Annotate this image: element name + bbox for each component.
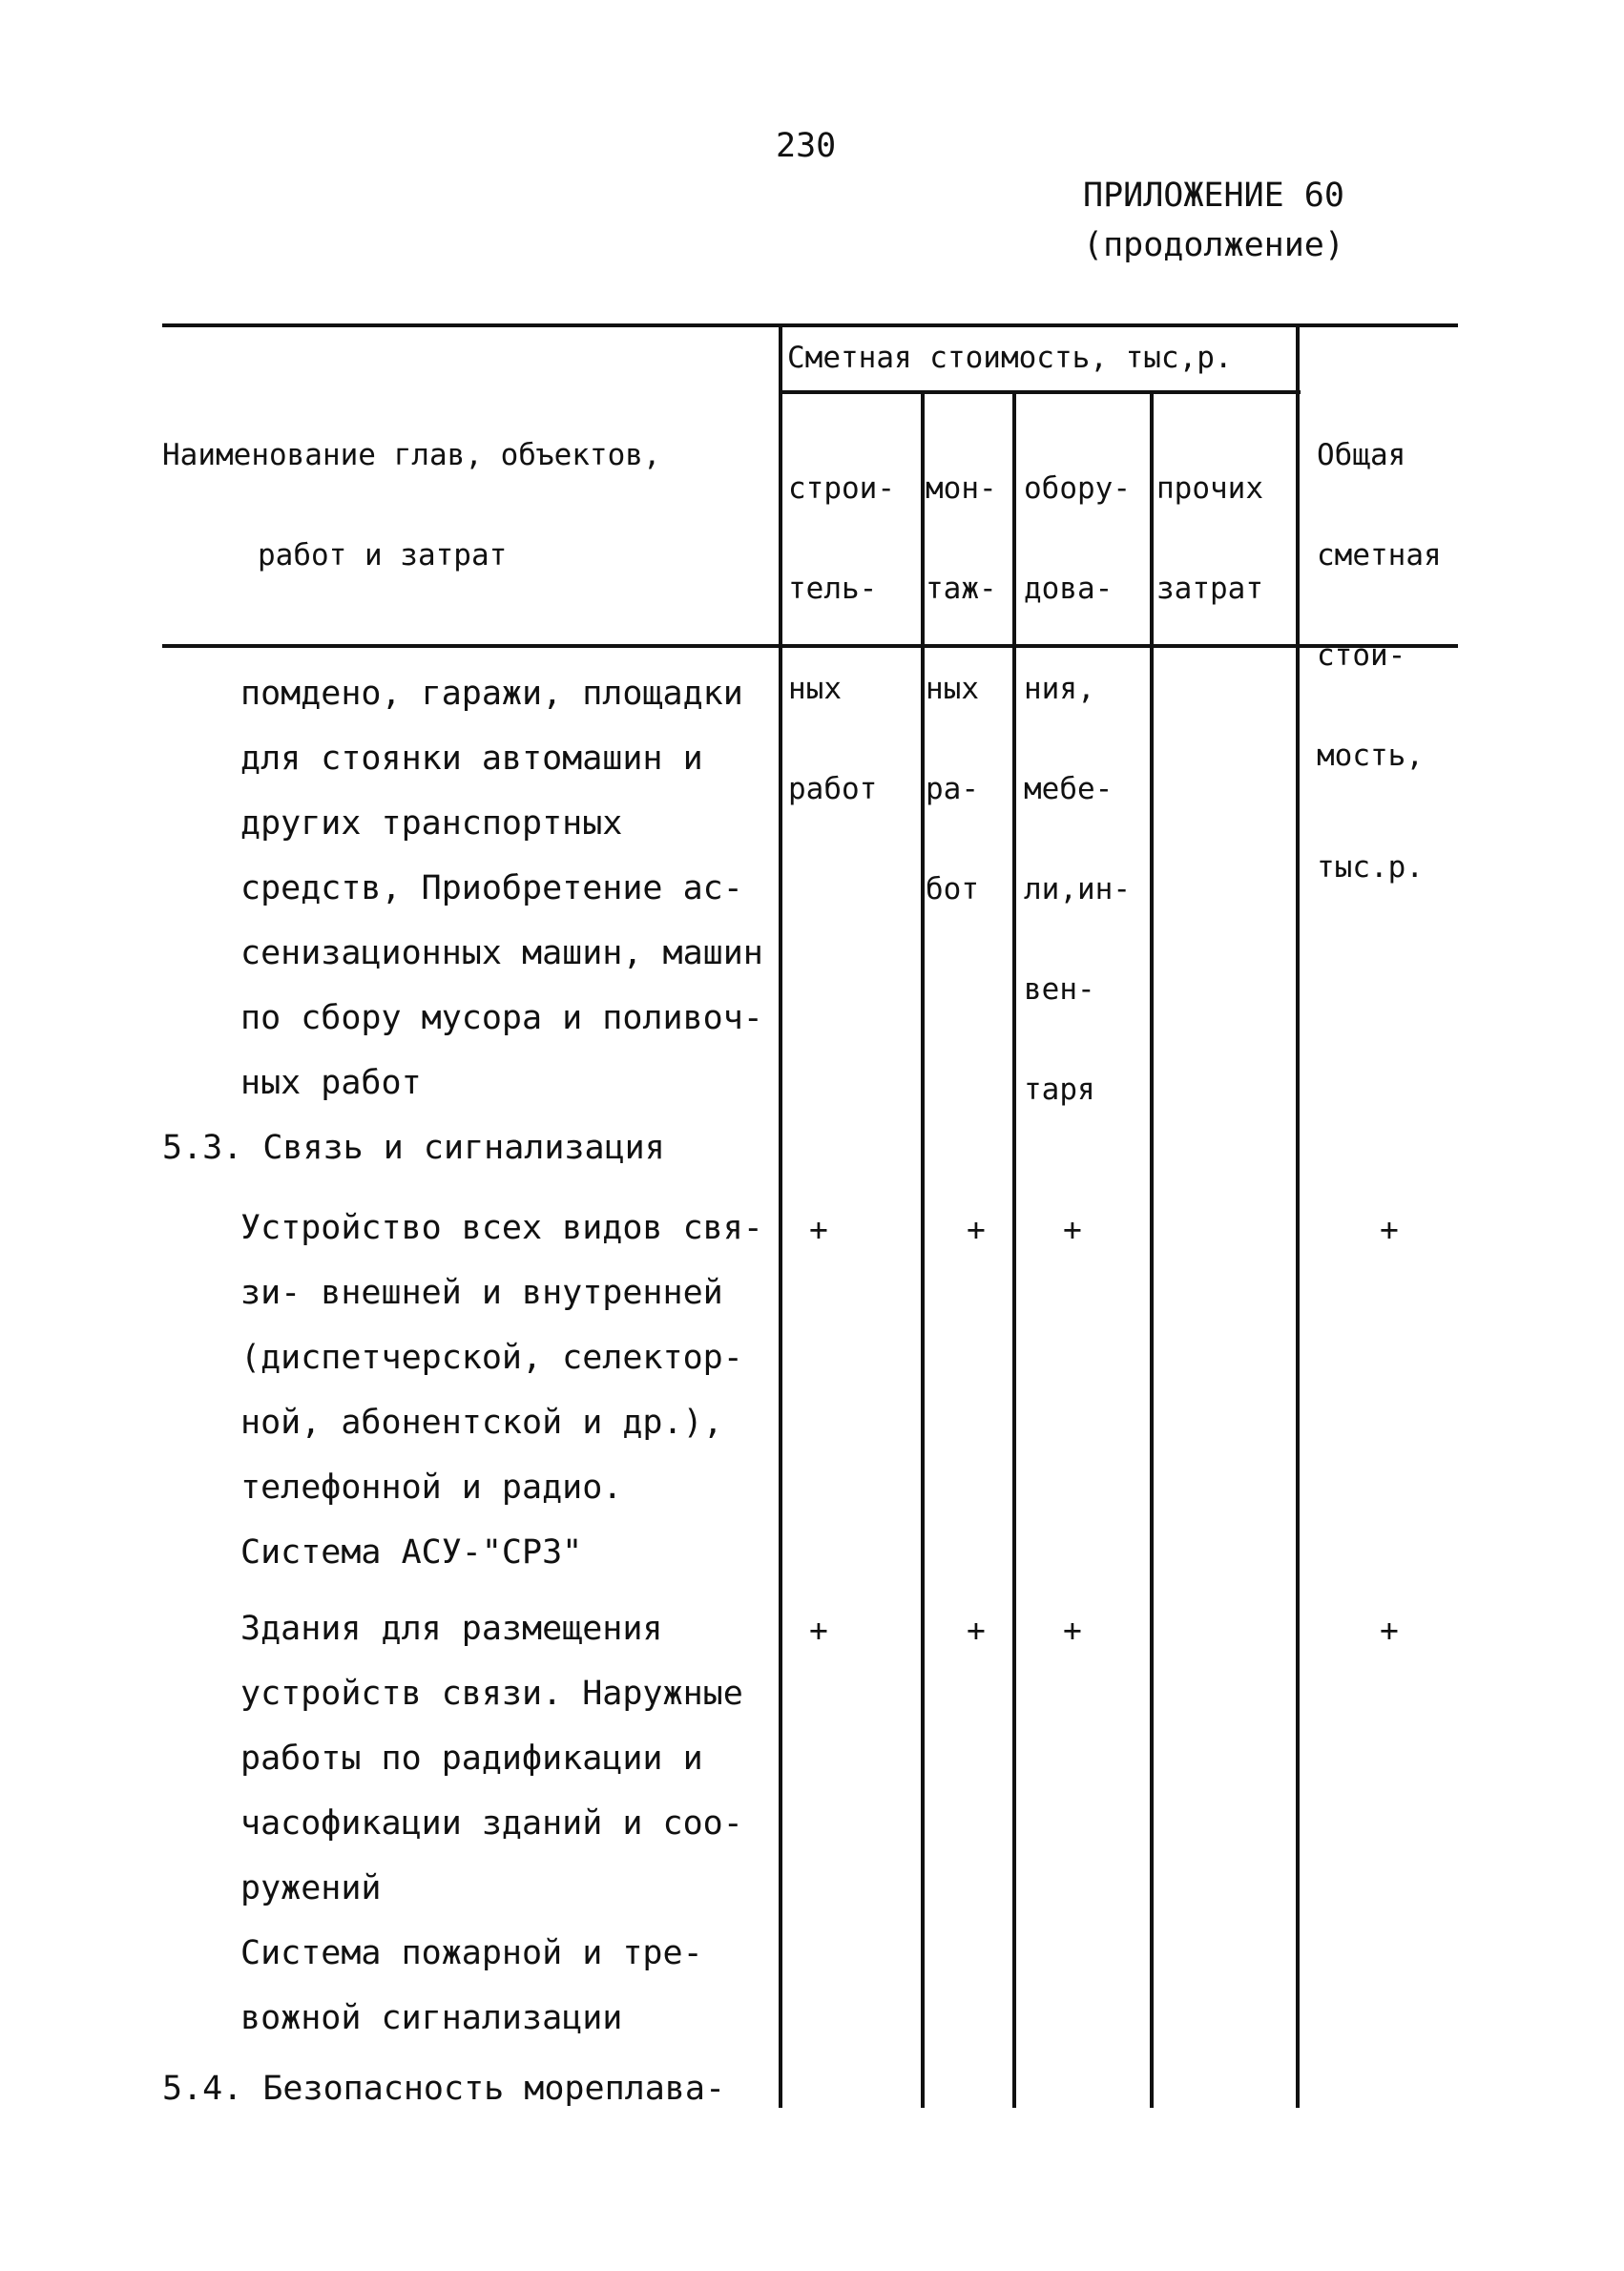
column-divider-installation (1012, 390, 1016, 2108)
item1-line: телефонной и радио. (240, 1469, 623, 1507)
item2-line: устройств связи. Наружные (240, 1675, 743, 1713)
header-other-line: прочих (1156, 471, 1263, 506)
header-construction-line: тель- (788, 572, 878, 606)
page-number: 230 (776, 127, 837, 165)
body-line: ных работ (240, 1064, 422, 1102)
header-equipment-line: вен- (1024, 972, 1095, 1007)
header-other-line: затрат (1156, 572, 1263, 606)
header-name-line: Наименование глав, объектов, (162, 438, 661, 472)
item2-mark-equipment: + (1063, 1612, 1082, 1649)
item1-mark-total: + (1380, 1211, 1399, 1248)
item1-line: зи- внешней и внутренней (240, 1274, 723, 1312)
header-total-line: Общая (1317, 438, 1406, 472)
section-heading-5-4: 5.4. Безопасность мореплава- (162, 2070, 726, 2108)
column-divider-construction (921, 390, 925, 2108)
header-construction-line: ных (788, 672, 842, 706)
header-other (1156, 406, 1263, 673)
header-installation-line: бот (926, 872, 979, 906)
header-equipment-line: обору- (1024, 471, 1131, 506)
appendix-title: ПРИЛОЖЕНИЕ 60 (1083, 177, 1344, 215)
header-name-col (162, 372, 661, 639)
header-total-line: тыс.р. (1317, 850, 1424, 885)
table-top-rule (162, 323, 1458, 327)
body-line: сенизационных машин, машин (240, 934, 763, 972)
header-equipment (1024, 406, 1131, 1174)
header-installation (926, 406, 997, 973)
column-divider-equipment (1150, 390, 1154, 2108)
header-total-line: мость, (1317, 739, 1424, 773)
item2-mark-installation: + (967, 1612, 986, 1649)
appendix-continuation: (продолжение) (1083, 226, 1344, 264)
header-total (1317, 372, 1442, 951)
header-equipment-line: таря (1024, 1073, 1095, 1107)
header-name-line: работ и затрат (258, 538, 508, 573)
item2-line: вожной сигнализации (240, 1999, 623, 2037)
header-equipment-line: ли,ин- (1024, 872, 1131, 906)
item1-line: Устройство всех видов свя- (240, 1209, 763, 1247)
item2-mark-total: + (1380, 1612, 1399, 1649)
section-heading-5-3: 5.3. Связь и сигнализация (162, 1129, 665, 1167)
body-line: для стоянки автомашин и (240, 740, 703, 778)
body-line: по сбору мусора и поливоч- (240, 999, 763, 1037)
item1-line: (диспетчерской, селектор- (240, 1339, 743, 1377)
body-line: других транспортных (240, 804, 623, 843)
header-construction-line: работ (788, 772, 878, 806)
item2-line: Здания для размещения (240, 1610, 663, 1648)
column-divider-other (1296, 323, 1300, 2108)
header-equipment-line: ния, (1024, 672, 1095, 706)
item1-line: ной, абонентской и др.), (240, 1404, 723, 1442)
header-construction-line: строи- (788, 471, 895, 506)
item2-line: Система пожарной и тре- (240, 1934, 703, 1972)
item2-mark-construction: + (809, 1612, 828, 1649)
item1-mark-equipment: + (1063, 1211, 1082, 1248)
header-installation-line: ра- (926, 772, 979, 806)
item1-mark-construction: + (809, 1211, 828, 1248)
header-installation-line: мон- (926, 471, 997, 506)
header-equipment-line: мебе- (1024, 772, 1114, 806)
header-installation-line: таж- (926, 572, 997, 606)
item1-line: Система АСУ-"СРЗ" (240, 1533, 583, 1572)
header-total-line: сметная (1317, 538, 1442, 573)
column-divider-name (779, 323, 782, 2108)
item2-line: работы по радификации и (240, 1740, 703, 1778)
header-construction (788, 406, 895, 873)
header-group-label: Сметная стоимость, тыс,р. (787, 341, 1233, 375)
item1-mark-installation: + (967, 1211, 986, 1248)
body-line: средств, Приобретение ас- (240, 869, 743, 907)
body-line: помдено, гаражи, площадки (240, 675, 743, 713)
item2-line: часофикации зданий и соо- (240, 1804, 743, 1843)
header-installation-line: ных (926, 672, 979, 706)
group-header-rule (781, 390, 1301, 394)
header-equipment-line: дова- (1024, 572, 1114, 606)
header-total-line: стои- (1317, 638, 1406, 673)
item2-line: ружений (240, 1869, 382, 1907)
